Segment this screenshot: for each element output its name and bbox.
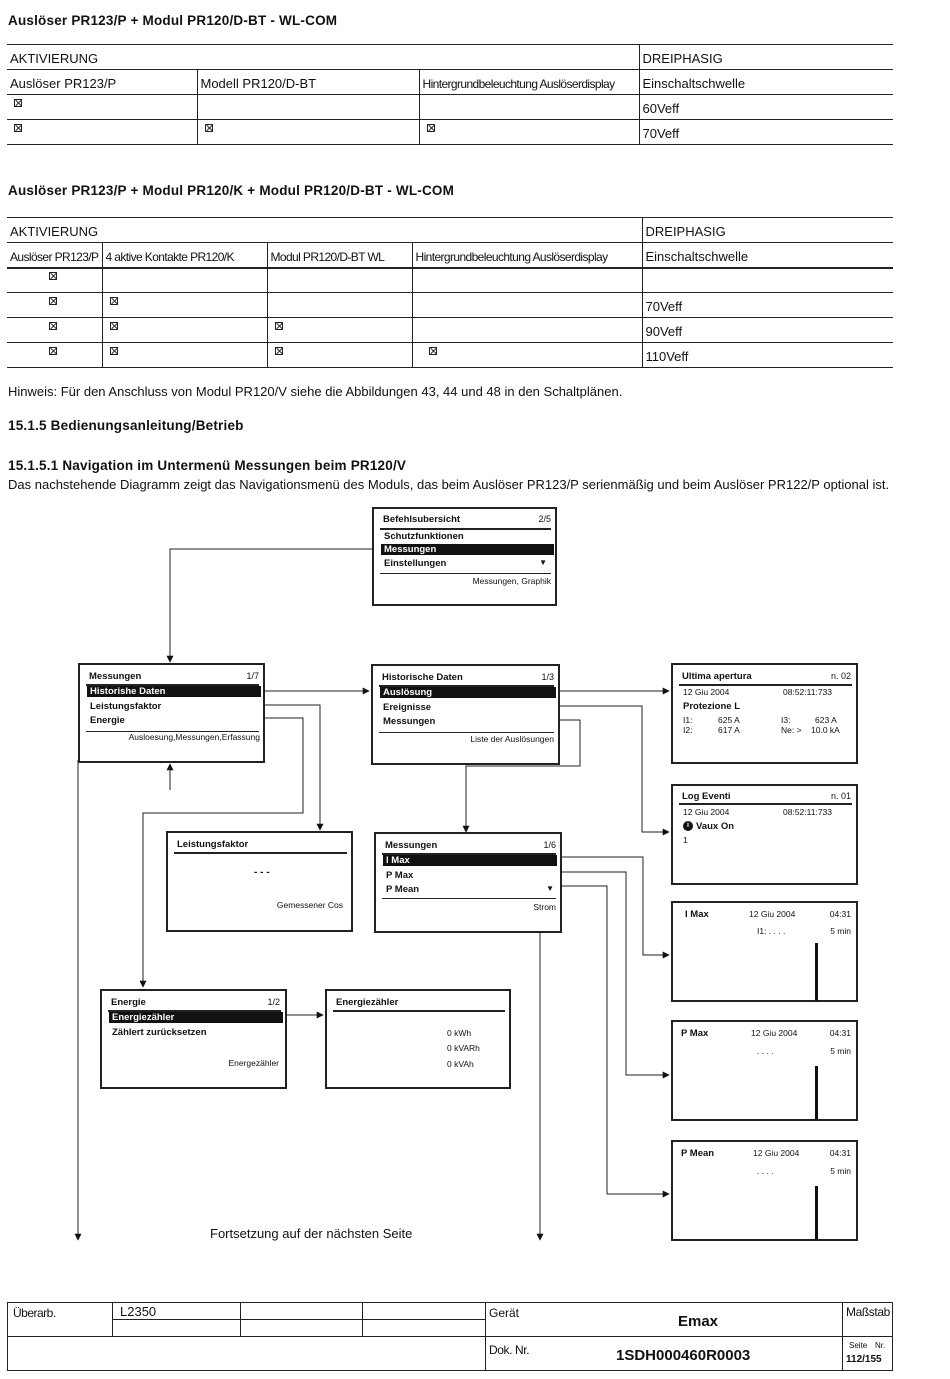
menu-item-selected: Historishe Daten xyxy=(87,686,261,697)
menu-item: P Max xyxy=(386,870,414,881)
chevron-down-icon: ▼ xyxy=(546,884,554,893)
header-dreiphasig: DREIPHASIG xyxy=(639,45,893,70)
energy-value: 0 kWh xyxy=(447,1028,472,1038)
screen-energie xyxy=(100,989,287,1089)
continued-note: Fortsetzung auf der nächsten Seite xyxy=(210,1226,413,1241)
menu-item: Energie xyxy=(90,715,125,726)
col-header: Einschaltschwelle xyxy=(642,243,893,268)
measurement-label: I3: xyxy=(781,715,791,725)
note: Hinweis: Für den Anschluss von Modul PR120/V siehe die Abbildungen 43, 44 und 48 in den Schaltplänen. xyxy=(8,384,623,399)
measurement-label: . . . . xyxy=(757,1046,774,1056)
screen-p-max xyxy=(671,1020,858,1121)
header-dreiphasig: DREIPHASIG xyxy=(642,218,893,243)
measurement-value: 10.0 kA xyxy=(811,725,840,735)
screen-footer: Messungen, Graphik xyxy=(472,576,551,586)
label-massstab: Maßstab xyxy=(846,1305,890,1319)
measurement-label: Ne: > xyxy=(781,725,802,735)
col-header: Auslöser PR123/P xyxy=(7,70,197,95)
screen-footer: Gemessener Cos xyxy=(276,900,343,910)
screen-page-number: n. 01 xyxy=(830,791,851,801)
col-header: Auslöser PR123/P xyxy=(7,243,102,268)
table-cell-value: 70Veff xyxy=(642,293,893,318)
menu-item: Messungen xyxy=(383,716,436,727)
measurement-label: I1: . . . . xyxy=(757,926,786,936)
energy-value: 0 kVAh xyxy=(447,1059,474,1069)
table-cell-value: 70Veff xyxy=(639,120,893,145)
screen-messungen-sub xyxy=(374,832,562,933)
menu-item: Leistungsfaktor xyxy=(90,701,162,712)
screen-footer: Ausloesung,Messungen,Erfassung xyxy=(128,732,260,742)
menu-item-selected: Auslösung xyxy=(380,687,556,698)
menu-item: Zählert zurücksetzen xyxy=(112,1027,207,1038)
measurement-value: 617 A xyxy=(718,725,740,735)
event-value: 1 xyxy=(683,835,688,845)
col-header: Hintergrundbeleuchtung Auslöserdisplay xyxy=(412,243,642,268)
event-date: 12 Giu 2004 xyxy=(751,1028,798,1038)
measurement-value: 623 A xyxy=(815,715,837,725)
screen-historische-daten xyxy=(371,664,560,765)
screen-befehlsubersicht xyxy=(372,507,557,606)
screen-i-max xyxy=(671,901,858,1002)
menu-item: P Mean xyxy=(386,884,420,895)
menu-item: Einstellungen xyxy=(384,558,447,569)
screen-page-number: 1/7 xyxy=(246,671,259,681)
menu-item: Ereignisse xyxy=(383,702,432,713)
label-dok-nr: Dok. Nr. xyxy=(489,1343,530,1357)
menu-item-selected: I Max xyxy=(383,855,557,866)
interval-value: 5 min xyxy=(830,926,851,936)
screen-log-eventi xyxy=(671,784,858,885)
screen-title: Energie xyxy=(111,997,146,1008)
screen-footer: Strom xyxy=(533,902,556,912)
screen-title: Log Eventi xyxy=(682,791,731,802)
label-seite: Seite xyxy=(849,1341,868,1350)
screen-title: P Max xyxy=(681,1028,709,1039)
screen-title: P Mean xyxy=(681,1148,715,1159)
screen-title: Energiezähler xyxy=(336,997,399,1008)
event-time: 08:52:11:733 xyxy=(783,687,832,697)
label-ueberarb: Überarb. xyxy=(13,1306,56,1320)
screen-page-number: 1/3 xyxy=(541,672,554,682)
power-factor-value: - - - xyxy=(254,867,270,878)
event-date: 12 Giu 2004 xyxy=(683,687,730,697)
screen-leistungsfaktor xyxy=(166,831,353,932)
screen-p-mean xyxy=(671,1140,858,1241)
event-date: 12 Giu 2004 xyxy=(683,807,730,817)
screen-page-number: 2/5 xyxy=(538,514,551,524)
revision-value: L2350 xyxy=(120,1304,157,1319)
heading-15-1-5: 15.1.5 Bedienungsanleitung/Betrieb xyxy=(8,418,244,433)
label-geraet: Gerät xyxy=(489,1306,520,1320)
screen-energiezaehler xyxy=(325,989,511,1089)
screen-title: Leistungsfaktor xyxy=(177,839,249,850)
intro-paragraph: Das nachstehende Diagramm zeigt das Navigationsmenü des Moduls, das beim Auslöser PR123/P serienmäßig und beim Auslöser PR122/P optional ist. xyxy=(8,477,890,492)
histogram-bar xyxy=(815,943,818,1001)
menu-item: Schutzfunktionen xyxy=(384,531,464,542)
event-time: 04:31 xyxy=(829,909,851,919)
table-cell-value: 60Veff xyxy=(639,95,893,120)
event-date: 12 Giu 2004 xyxy=(749,909,796,919)
interval-value: 5 min xyxy=(830,1046,851,1056)
header-aktivierung: AKTIVIERUNG xyxy=(7,45,639,70)
screen-page-number: n. 02 xyxy=(830,671,851,681)
screen-title: Historische Daten xyxy=(382,672,463,683)
title-block xyxy=(7,1302,893,1371)
page-number: 112/155 xyxy=(846,1354,882,1365)
event-time: 08:52:11:733 xyxy=(783,807,832,817)
col-header: Modell PR120/D-BT xyxy=(197,70,419,95)
label-nr: Nr. xyxy=(875,1341,886,1350)
col-header: Einschaltschwelle xyxy=(639,70,893,95)
screen-footer: Liste der Auslösungen xyxy=(470,734,554,744)
screen-title: Ultima apertura xyxy=(682,671,752,682)
col-header: 4 aktive Kontakte PR120/K xyxy=(102,243,267,268)
screen-ultima-apertura xyxy=(671,663,858,764)
screen-title: Messungen xyxy=(385,840,438,851)
energy-value: 0 kVARh xyxy=(447,1043,480,1053)
event-name: Vaux On xyxy=(696,821,735,832)
measurement-label: . . . . xyxy=(757,1166,774,1176)
screen-footer: Energezähler xyxy=(228,1058,279,1068)
heading-15-1-5-1: 15.1.5.1 Navigation im Untermenü Messungen beim PR120/V xyxy=(8,458,407,473)
measurement-value: 625 A xyxy=(718,715,740,725)
screen-title: I Max xyxy=(685,909,709,920)
menu-item-selected: Messungen xyxy=(381,544,554,555)
document-number: 1SDH000460R0003 xyxy=(616,1347,751,1364)
screen-messungen xyxy=(78,663,265,763)
measurement-label: I1: xyxy=(683,715,693,725)
col-header: Hintergrundbeleuchtung Auslöserdisplay xyxy=(419,70,639,95)
event-time: 04:31 xyxy=(829,1148,851,1158)
chevron-down-icon: ▼ xyxy=(539,558,547,567)
event-time: 04:31 xyxy=(829,1028,851,1038)
section1-title: Auslöser PR123/P + Modul PR120/D-BT - WL-COM xyxy=(8,13,338,28)
measurement-label: I2: xyxy=(683,725,693,735)
screen-page-number: 1/2 xyxy=(267,997,280,1007)
product-name: Emax xyxy=(678,1313,719,1330)
header-aktivierung: AKTIVIERUNG xyxy=(7,218,642,243)
protection-label: Protezione L xyxy=(683,701,741,712)
section2-title: Auslöser PR123/P + Modul PR120/K + Modul PR120/D-BT - WL-COM xyxy=(8,183,455,198)
screen-title: Messungen xyxy=(89,671,142,682)
menu-item-selected: Energiezähler xyxy=(109,1012,283,1023)
info-icon: i xyxy=(683,821,693,831)
histogram-bar xyxy=(815,1186,818,1240)
event-date: 12 Giu 2004 xyxy=(753,1148,800,1158)
screen-page-number: 1/6 xyxy=(543,840,556,850)
screen-title: Befehlsubersicht xyxy=(383,514,461,525)
table-cell-value: 110Veff xyxy=(642,343,893,368)
interval-value: 5 min xyxy=(830,1166,851,1176)
histogram-bar xyxy=(815,1066,818,1120)
table-cell-value: 90Veff xyxy=(642,318,893,343)
col-header: Modul PR120/D-BT WL xyxy=(267,243,412,268)
